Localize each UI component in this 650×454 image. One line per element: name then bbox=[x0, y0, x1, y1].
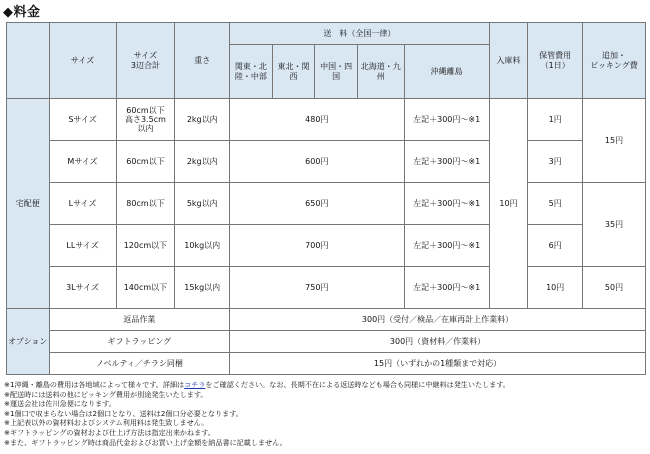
header-intake: 入庫料 bbox=[489, 23, 528, 99]
table-row bbox=[7, 183, 646, 225]
row-okinawa: 左記＋300円～※1 bbox=[404, 183, 489, 225]
zone-okinawa: 沖縄離島 bbox=[404, 45, 489, 99]
option-name: ノベルティ／チラシ同梱 bbox=[49, 353, 230, 375]
picking-fee-1: 15円 bbox=[583, 99, 646, 183]
note-line: ※1個口で収まらない場合は2個口となり、送料は2個口分必要となります。 bbox=[4, 408, 243, 418]
row-storage: 5円 bbox=[528, 183, 583, 225]
table-row bbox=[7, 267, 646, 309]
header-sum3: サイズ 3辺合計 bbox=[116, 23, 175, 99]
row-okinawa: 左記＋300円～※1 bbox=[404, 267, 489, 309]
row-okinawa: 左記＋300円～※1 bbox=[404, 99, 489, 141]
row-size: LLサイズ bbox=[49, 225, 116, 267]
table-row bbox=[7, 141, 646, 183]
row-price: 650円 bbox=[230, 183, 404, 225]
row-okinawa: 左記＋300円～※1 bbox=[404, 141, 489, 183]
row-sum3: 60cm以下 高さ3.5cm 以内 bbox=[116, 99, 175, 141]
row-price: 600円 bbox=[230, 141, 404, 183]
header-shipping: 送 料（全国一律） bbox=[230, 23, 490, 45]
row-weight: 15kg以内 bbox=[175, 267, 230, 309]
row-size: 3Lサイズ bbox=[49, 267, 116, 309]
zone-hokkaido: 北海道・九 州 bbox=[357, 45, 404, 99]
row-storage: 10円 bbox=[528, 267, 583, 309]
notes bbox=[4, 380, 644, 447]
row-size: Mサイズ bbox=[49, 141, 116, 183]
note-line: ※上記表以外の資材料およびシステム利用料は発生致しません。 bbox=[4, 418, 209, 428]
note-line: ※ギフトラッピングの資材および仕上げ方法は指定出来かねます。 bbox=[4, 427, 215, 437]
note-line: ※配送時には送料の他にピッキング費用が別途発生いたします。 bbox=[4, 389, 208, 399]
table-row bbox=[7, 225, 646, 267]
section-title: ◆料金 bbox=[3, 5, 41, 20]
row-okinawa: 左記＋300円～※1 bbox=[404, 225, 489, 267]
row-size: Lサイズ bbox=[49, 183, 116, 225]
row-weight: 2kg以内 bbox=[175, 141, 230, 183]
option-name: ギフトラッピング bbox=[49, 331, 230, 353]
row-size: Sサイズ bbox=[49, 99, 116, 141]
note-text: ※1沖縄・離島の費用は各地域によって様々です。詳細は bbox=[4, 380, 185, 389]
option-price: 300円（受付／検品／在庫再計上作業料） bbox=[230, 309, 646, 331]
note-line: ※また、ギフトラッピング時は商品代金およびお買い上げ金額を納品書に記載しません。 bbox=[4, 437, 287, 447]
row-price: 480円 bbox=[230, 99, 404, 141]
picking-fee-3: 50円 bbox=[583, 267, 646, 309]
intake-fee: 10円 bbox=[489, 99, 528, 309]
row-sum3: 140cm以下 bbox=[116, 267, 175, 309]
zone-chugoku: 中国・四 国 bbox=[315, 45, 358, 99]
picking-fee-2: 35円 bbox=[583, 183, 646, 267]
option-name: 返品作業 bbox=[49, 309, 230, 331]
row-price: 700円 bbox=[230, 225, 404, 267]
row-weight: 5kg以内 bbox=[175, 183, 230, 225]
note-text: をご確認ください。なお、長期不在による返送時なども場合も同様に中継料は発生いたします。 bbox=[205, 380, 510, 389]
header-blank bbox=[7, 23, 50, 99]
header-picking: 追加・ ピッキング費 bbox=[583, 23, 646, 99]
header-weight: 重さ bbox=[175, 23, 230, 99]
row-sum3: 60cm以下 bbox=[116, 141, 175, 183]
option-row bbox=[7, 309, 646, 331]
note-line: ※運送会社は佐川急便になります。 bbox=[4, 399, 116, 409]
row-weight: 2kg以内 bbox=[175, 99, 230, 141]
row-storage: 6円 bbox=[528, 225, 583, 267]
row-storage: 3円 bbox=[528, 141, 583, 183]
row-weight: 10kg以内 bbox=[175, 225, 230, 267]
row-sum3: 120cm以下 bbox=[116, 225, 175, 267]
row-sum3: 80cm以下 bbox=[116, 183, 175, 225]
note-line bbox=[4, 380, 644, 390]
table-row bbox=[7, 99, 646, 141]
service-label: 宅配便 bbox=[7, 99, 50, 309]
option-price: 15円（いずれかの1種類まで対応） bbox=[230, 353, 646, 375]
option-label: オプション bbox=[7, 309, 50, 375]
pricing-table bbox=[6, 22, 646, 375]
header-storage: 保管費用 （1日） bbox=[528, 23, 583, 99]
zone-tohoku: 東北・関 西 bbox=[272, 45, 315, 99]
zone-kanto: 関東・北 陸・中部 bbox=[230, 45, 273, 99]
option-row bbox=[7, 331, 646, 353]
header-size: サイズ bbox=[49, 23, 116, 99]
option-row bbox=[7, 353, 646, 375]
details-link[interactable]: コチラ bbox=[184, 380, 206, 389]
row-storage: 1円 bbox=[528, 99, 583, 141]
option-price: 300円（資材料／作業料） bbox=[230, 331, 646, 353]
row-price: 750円 bbox=[230, 267, 404, 309]
